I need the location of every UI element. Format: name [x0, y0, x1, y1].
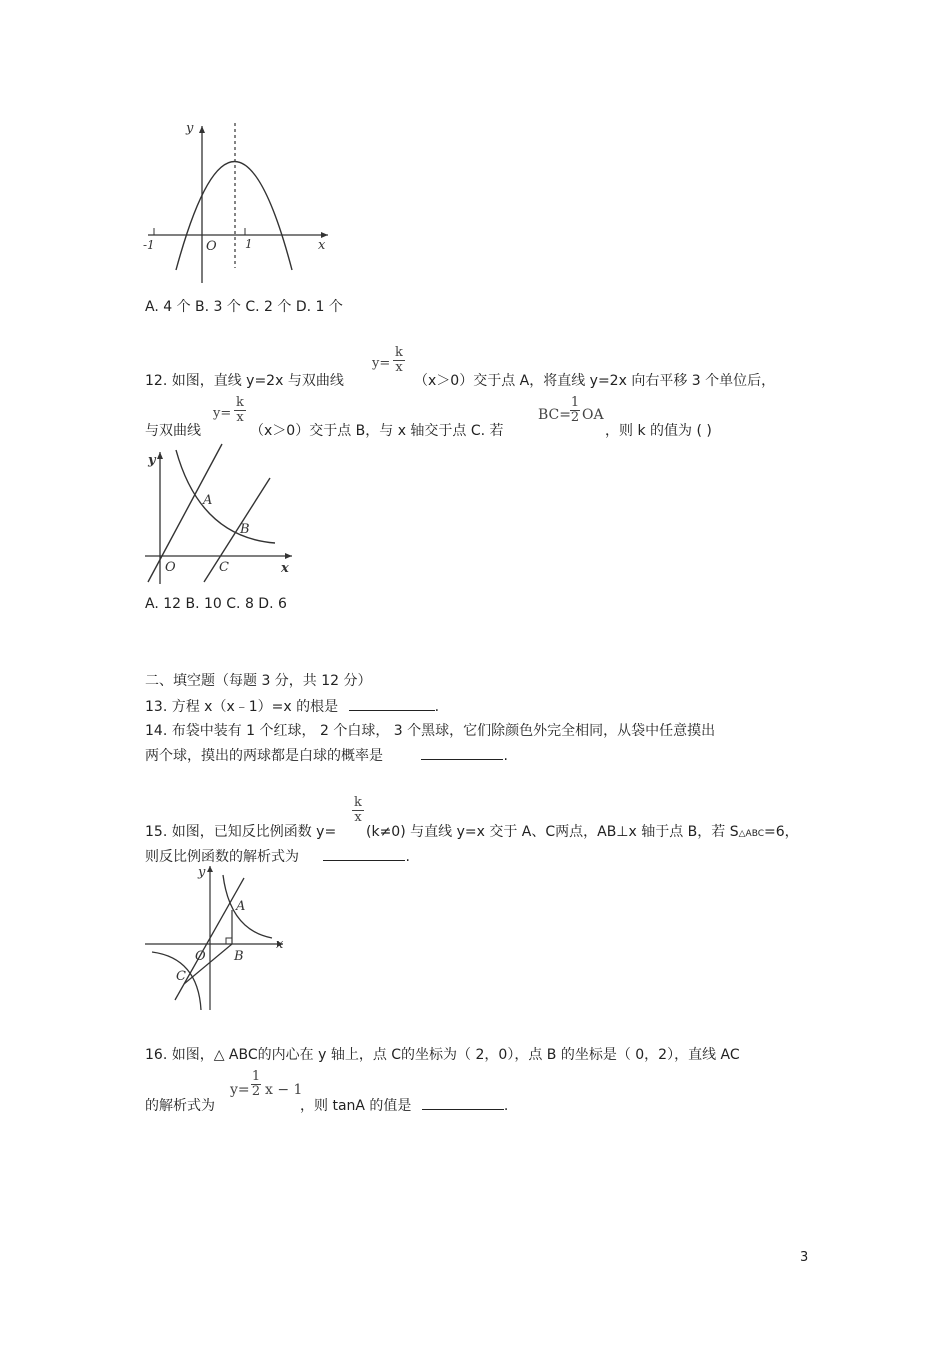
q14-line1: 14. 布袋中装有 1 个红球， 2 个白球， 3 个黑球，它们除颜色外完全相同，从袋中任意摸出 — [145, 723, 716, 739]
q12-frac1 — [393, 346, 405, 375]
point-c-label: C — [219, 560, 229, 575]
q14-end: . — [503, 748, 508, 764]
x-axis-label: x — [281, 561, 289, 576]
origin-label: O — [206, 239, 217, 254]
q16-eq-y: y= — [230, 1082, 250, 1098]
origin-label: O — [165, 560, 176, 575]
frac-numerator: k — [395, 345, 403, 360]
frac-numerator: 1 — [251, 1069, 261, 1084]
q12-line1-pre: 12. 如图，直线 y=2x 与双曲线 — [145, 373, 344, 389]
origin-label: O — [195, 949, 206, 964]
frac-numerator: 1 — [570, 395, 580, 410]
q16-line2-pre: 的解析式为 — [145, 1098, 215, 1114]
q16-eq-frac — [251, 1070, 261, 1099]
parabola-graph — [140, 118, 340, 288]
q15-pre: 15. 如图，已知反比例函数 y= — [145, 824, 337, 840]
frac-denominator: 2 — [570, 410, 580, 425]
q13 — [145, 696, 439, 716]
q15-line2-text: 则反比例函数的解析式为 — [145, 849, 299, 865]
q12-line2-pre: 与双曲线 — [145, 423, 201, 439]
q15-post: =6， — [764, 824, 799, 840]
q15-mid: (k≠0) 与直线 y=x 交于 A、C两点，AB⊥x 轴于点 B，若 S — [366, 824, 739, 840]
point-c-label: C — [176, 969, 186, 984]
q12-options: A. 12 B. 10 C. 8 D. 6 — [145, 596, 287, 612]
q14-line2-text: 两个球，摸出的两球都是白球的概率是 — [145, 748, 383, 764]
q12-line1-post: （x＞0）交于点 A，将直线 y=2x 向右平移 3 个单位后， — [414, 373, 776, 389]
x-axis-label: x — [318, 238, 326, 253]
frac-denominator: x — [236, 410, 244, 425]
q12-bc-frac — [570, 396, 580, 425]
q15-answer-blank[interactable] — [323, 846, 405, 861]
q16-end: . — [503, 1098, 509, 1114]
q12-frac2-y: y= — [213, 406, 232, 421]
q15-end: . — [405, 849, 410, 865]
q12-bc: BC= — [538, 407, 571, 423]
q16-eq-rest: x − 1 — [265, 1082, 303, 1098]
frac-numerator: k — [354, 795, 362, 810]
q12-line2-post: ，则 k 的值为 ( ) — [605, 423, 712, 439]
q11-options: A. 4 个 B. 3 个 C. 2 个 D. 1 个 — [145, 299, 343, 315]
point-b-label: B — [234, 949, 244, 964]
q15-graph — [140, 860, 290, 1015]
q15-frac — [352, 796, 364, 825]
point-b-label: B — [240, 522, 250, 537]
point-a-label: A — [236, 899, 246, 914]
q13-end: . — [434, 699, 440, 715]
q12-oa: OA — [582, 407, 604, 423]
q15-sub: △ABC — [738, 829, 765, 839]
q16-line1: 16. 如图，△ ABC的内心在 y 轴上，点 C的坐标为（ 2，0），点 B 的坐标是（ 0，2），直线 AC — [145, 1047, 740, 1063]
q12-frac1-y: y= — [372, 356, 391, 371]
frac-numerator: k — [236, 395, 244, 410]
tick-label-1: 1 — [245, 237, 253, 251]
q16-line2-rest — [300, 1095, 508, 1115]
q14-line2 — [145, 745, 508, 765]
q13-answer-blank[interactable] — [349, 696, 435, 711]
q16-line2-post: ，则 tanA 的值是 — [300, 1098, 412, 1114]
y-axis-label: y — [198, 865, 206, 880]
q16-answer-blank[interactable] — [422, 1095, 504, 1110]
q12-graph — [140, 442, 300, 587]
y-axis-label: y — [186, 121, 194, 136]
q12-frac2 — [234, 396, 246, 425]
x-axis-label: x — [276, 937, 284, 952]
frac-denominator: 2 — [251, 1084, 261, 1099]
page-number: 3 — [800, 1250, 809, 1265]
frac-denominator: x — [395, 360, 403, 375]
q14-answer-blank[interactable] — [421, 745, 503, 760]
y-axis-label: y — [148, 453, 156, 468]
q12-line2-mid: （x＞0）交于点 B，与 x 轴交于点 C. 若 — [250, 423, 504, 439]
frac-denominator: x — [354, 810, 362, 825]
q15-line1-rest — [366, 821, 799, 841]
q13-text: 13. 方程 x（x﹣1）=x 的根是 — [145, 699, 339, 715]
section-title: 二、填空题（每题 3 分，共 12 分） — [145, 673, 372, 689]
tick-label-neg1: -1 — [143, 238, 155, 252]
point-a-label: A — [203, 493, 213, 508]
